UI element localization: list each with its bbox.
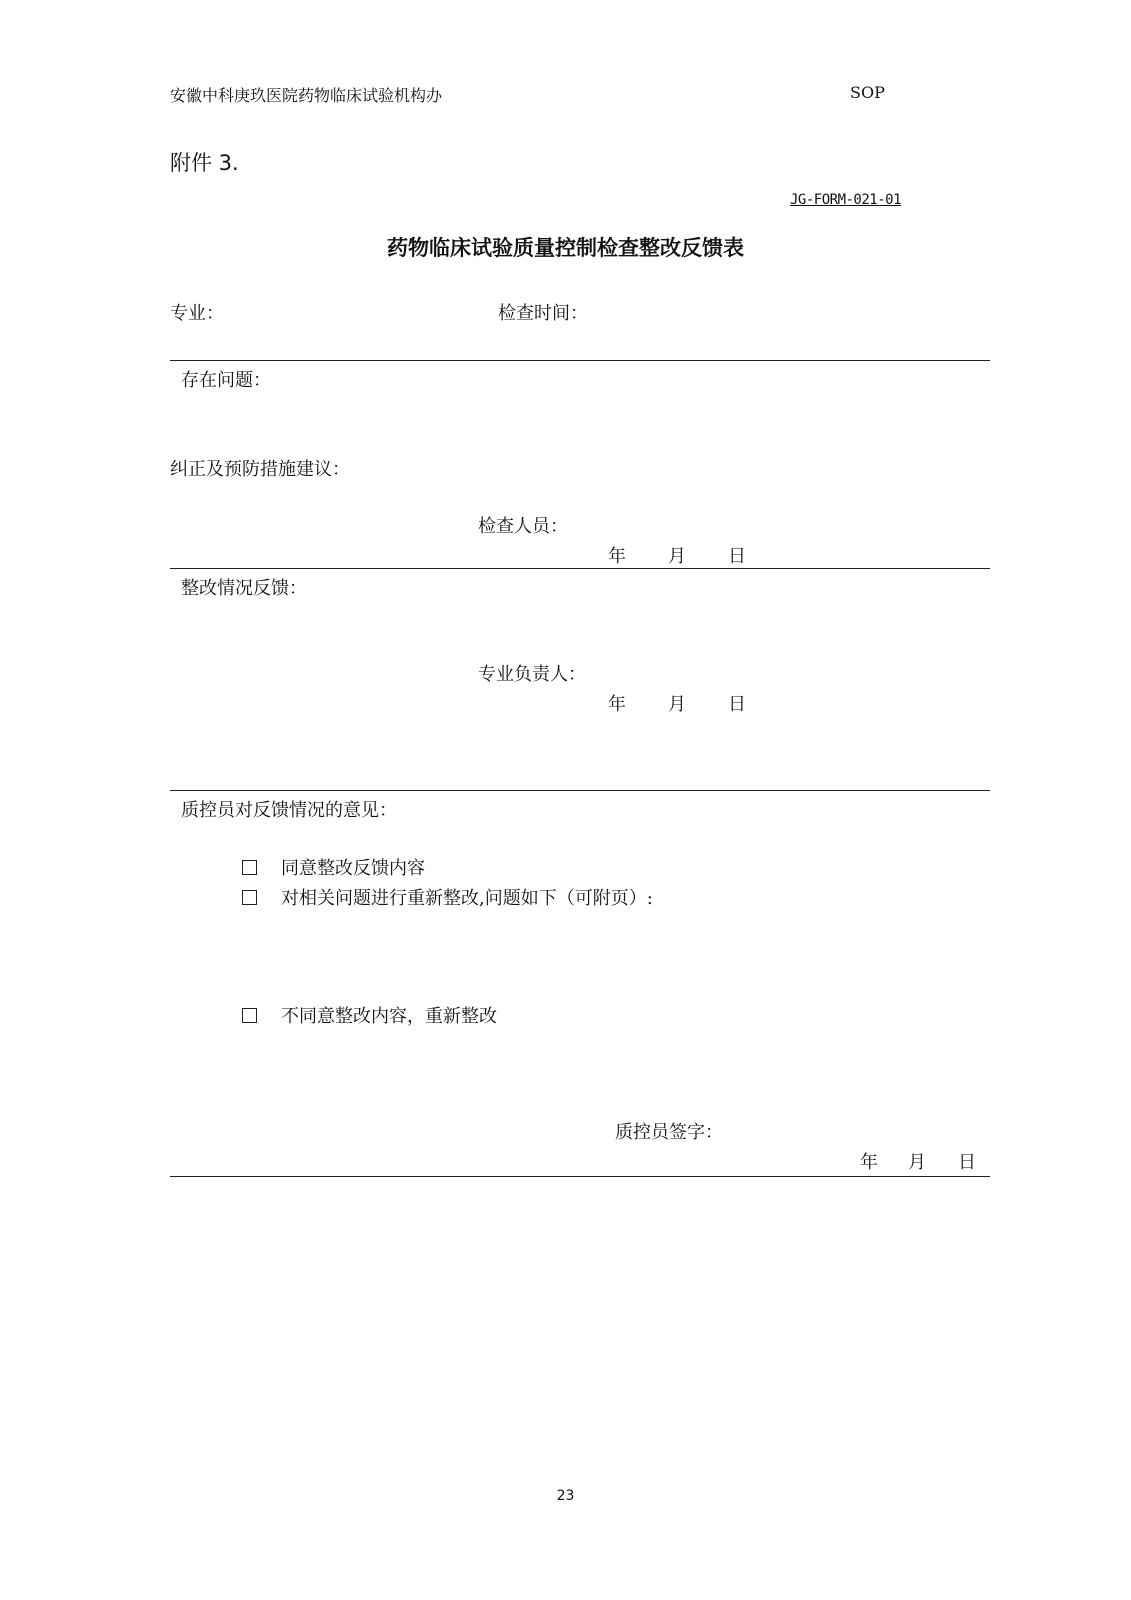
date-year: 年: [860, 1152, 878, 1173]
option-agree-label: 同意整改反馈内容: [281, 858, 425, 879]
form-title: 药物临床试验质量控制检查整改反馈表: [387, 236, 744, 260]
divider-line: [170, 360, 990, 361]
date-day: 日: [728, 694, 746, 715]
option-rework-label: 对相关问题进行重新整改,问题如下（可附页）:: [281, 888, 653, 909]
divider-line: [170, 790, 990, 791]
date-year: 年: [608, 694, 626, 715]
form-code: JG-FORM-021-01: [790, 192, 902, 208]
suggestions-label: 纠正及预防措施建议：: [170, 459, 350, 480]
header-organization: 安徽中科庚玖医院药物临床试验机构办: [170, 86, 443, 105]
qc-signature-label: 质控员签字：: [615, 1122, 723, 1143]
checkbox-icon[interactable]: [242, 1008, 257, 1023]
specialty-label: 专业：: [170, 303, 224, 324]
date-month: 月: [908, 1152, 926, 1173]
date-year: 年: [608, 546, 626, 567]
header-doc-type: SOP: [850, 83, 885, 102]
divider-line: [170, 568, 990, 569]
option-rework[interactable]: [242, 884, 653, 910]
problems-label: 存在问题：: [181, 370, 271, 391]
page-number: 23: [556, 1488, 575, 1504]
date-month: 月: [668, 546, 686, 567]
date-day: 日: [728, 546, 746, 567]
option-disagree-label: 不同意整改内容，重新整改: [281, 1006, 497, 1027]
checkbox-icon[interactable]: [242, 860, 257, 875]
inspector-label: 检查人员：: [478, 516, 568, 537]
date-month: 月: [668, 694, 686, 715]
option-disagree[interactable]: [242, 1002, 497, 1028]
feedback-label: 整改情况反馈：: [181, 578, 307, 599]
checkbox-icon[interactable]: [242, 890, 257, 905]
option-agree[interactable]: [242, 854, 425, 880]
divider-line: [170, 1176, 990, 1177]
check-time-label: 检查时间：: [498, 303, 588, 324]
attachment-label: 附件 3.: [170, 151, 239, 175]
specialty-head-label: 专业负责人：: [478, 664, 586, 685]
qc-opinion-label: 质控员对反馈情况的意见：: [181, 800, 397, 821]
date-day: 日: [958, 1152, 976, 1173]
